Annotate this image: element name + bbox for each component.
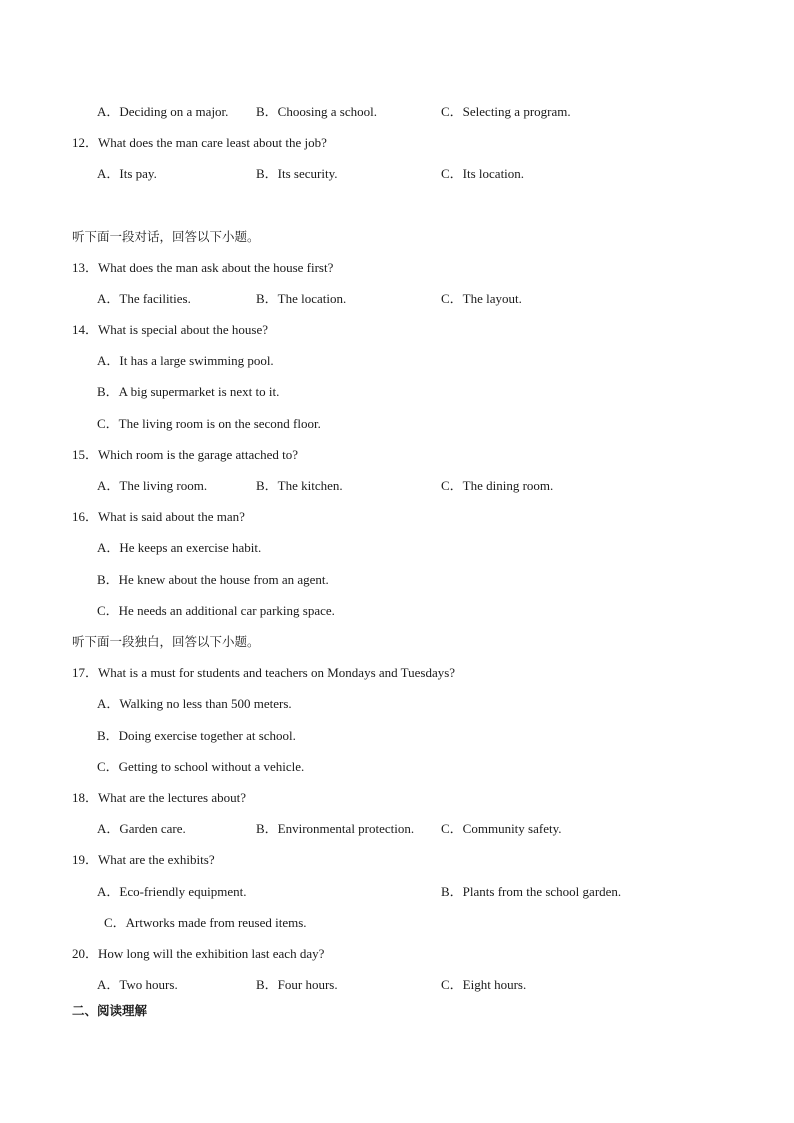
q20-option-c: C．Eight hours.	[441, 977, 527, 992]
q11-option-c: C．Selecting a program.	[441, 104, 571, 119]
q16-question: 16．What is said about the man?	[72, 509, 245, 524]
q15-option-a: A．The living room.	[97, 478, 208, 493]
q14-question: 14．What is special about the house?	[72, 322, 269, 337]
q19-option-a: A．Eco-friendly equipment.	[97, 884, 247, 899]
q18-option-c: C．Community safety.	[441, 821, 562, 836]
q12-option-b: B．Its security.	[256, 166, 338, 181]
q12-option-c: C．Its location.	[441, 166, 525, 181]
q14-option-b: B．A big supermarket is next to it.	[97, 384, 280, 399]
q12-option-a: A．Its pay.	[97, 166, 157, 181]
q11-option-a: A．Deciding on a major.	[97, 104, 229, 119]
q16-option-a: A．He keeps an exercise habit.	[97, 540, 262, 555]
q16-option-c: C．He needs an additional car parking space.	[97, 603, 335, 618]
section-heading-dialogue: 听下面一段对话，回答以下小题。	[72, 229, 260, 244]
q12-question: 12．What does the man care least about the job?	[72, 135, 327, 150]
q14-option-a: A．It has a large swimming pool.	[97, 353, 274, 368]
q19-question: 19．What are the exhibits?	[72, 852, 215, 867]
q13-option-a: A．The facilities.	[97, 291, 191, 306]
q11-option-b: B．Choosing a school.	[256, 104, 377, 119]
q13-option-b: B．The location.	[256, 291, 347, 306]
q15-question: 15．Which room is the garage attached to?	[72, 447, 298, 462]
q16-option-b: B．He knew about the house from an agent.	[97, 572, 329, 587]
q18-option-a: A．Garden care.	[97, 821, 186, 836]
q18-option-b: B．Environmental protection.	[256, 821, 415, 836]
q13-question: 13．What does the man ask about the house first?	[72, 260, 334, 275]
section-heading-monologue: 听下面一段独白，回答以下小题。	[72, 634, 260, 649]
q20-question: 20．How long will the exhibition last each day?	[72, 946, 325, 961]
q20-option-b: B．Four hours.	[256, 977, 338, 992]
q19-option-c: C．Artworks made from reused items.	[104, 915, 307, 930]
q20-option-a: A．Two hours.	[97, 977, 178, 992]
q17-option-a: A．Walking no less than 500 meters.	[97, 696, 292, 711]
q15-option-b: B．The kitchen.	[256, 478, 343, 493]
q17-option-c: C．Getting to school without a vehicle.	[97, 759, 305, 774]
q17-option-b: B．Doing exercise together at school.	[97, 728, 296, 743]
q14-option-c: C．The living room is on the second floor.	[97, 416, 321, 431]
section-title-reading: 二、阅读理解	[72, 1003, 148, 1018]
q13-option-c: C．The layout.	[441, 291, 522, 306]
q17-question: 17．What is a must for students and teachers on Mondays and Tuesdays?	[72, 665, 456, 680]
q15-option-c: C．The dining room.	[441, 478, 554, 493]
q19-option-b: B．Plants from the school garden.	[441, 884, 622, 899]
q18-question: 18．What are the lectures about?	[72, 790, 246, 805]
